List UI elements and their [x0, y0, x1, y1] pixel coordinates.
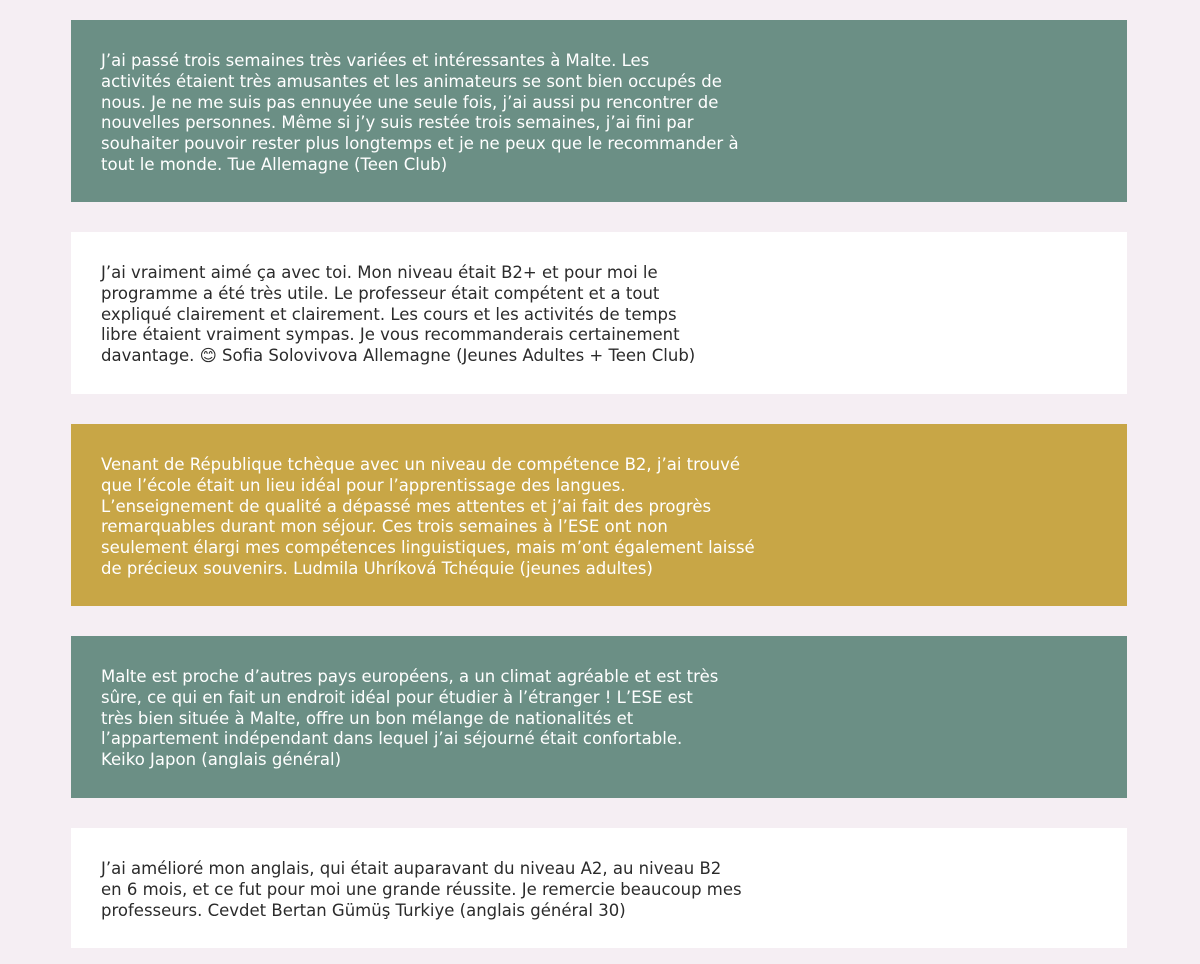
testimonial-card	[71, 828, 1127, 948]
testimonial-card	[71, 636, 1127, 798]
testimonial-text: J’ai vraiment aimé ça avec toi. Mon niveau était B2+ et pour moi le programme a été très utile. Le professeur était compétent et a tout expliqué clairement et clairement. Les cours et les activités de temps libre étaient vraiment sympas. Je vous recommanderais certainement davantage. 😊 Sofia Solovivova Allemagne (Jeunes Adultes + Teen Club)	[101, 263, 696, 366]
testimonial-card	[71, 20, 1127, 202]
testimonial-text: J’ai passé trois semaines très variées et intéressantes à Malte. Les activités étaient très amusantes et les animateurs se sont bien occupés de nous. Je ne me suis pas ennuyée une seule fois, j’ai aussi pu rencontrer de nouvelles personnes. Même si j’y suis restée trois semaines, j’ai fini par souhaiter pouvoir rester plus longtemps et je ne peux que le recommander à tout le monde. Tue Allemagne (Teen Club)	[101, 51, 739, 174]
testimonial-text: Malte est proche d’autres pays européens, a un climat agréable et est très sûre, ce qui en fait un endroit idéal pour étudier à l’étranger ! L’ESE est très bien située à Malte, offre un bon mélange de nationalités et l’appartement indépendant dans lequel j’ai séjourné était confortable. Keiko Japon (anglais général)	[101, 667, 719, 770]
testimonial-card	[71, 424, 1127, 606]
testimonial-card	[71, 232, 1127, 394]
testimonial-text: J’ai amélioré mon anglais, qui était auparavant du niveau A2, au niveau B2 en 6 mois, et ce fut pour moi une grande réussite. Je remercie beaucoup mes professeurs. Cevdet Bertan Gümüş Turkiye (anglais général 30)	[101, 859, 742, 920]
testimonial-text: Venant de République tchèque avec un niveau de compétence B2, j’ai trouvé que l’école était un lieu idéal pour l’apprentissage des langues. L’enseignement de qualité a dépassé mes attentes et j’ai fait des progrès remarquables durant mon séjour. Ces trois semaines à l’ESE ont non seulement élargi mes compétences linguistiques, mais m’ont également laissé de précieux souvenirs. Ludmila Uhríková Tchéquie (jeunes adultes)	[101, 455, 755, 578]
